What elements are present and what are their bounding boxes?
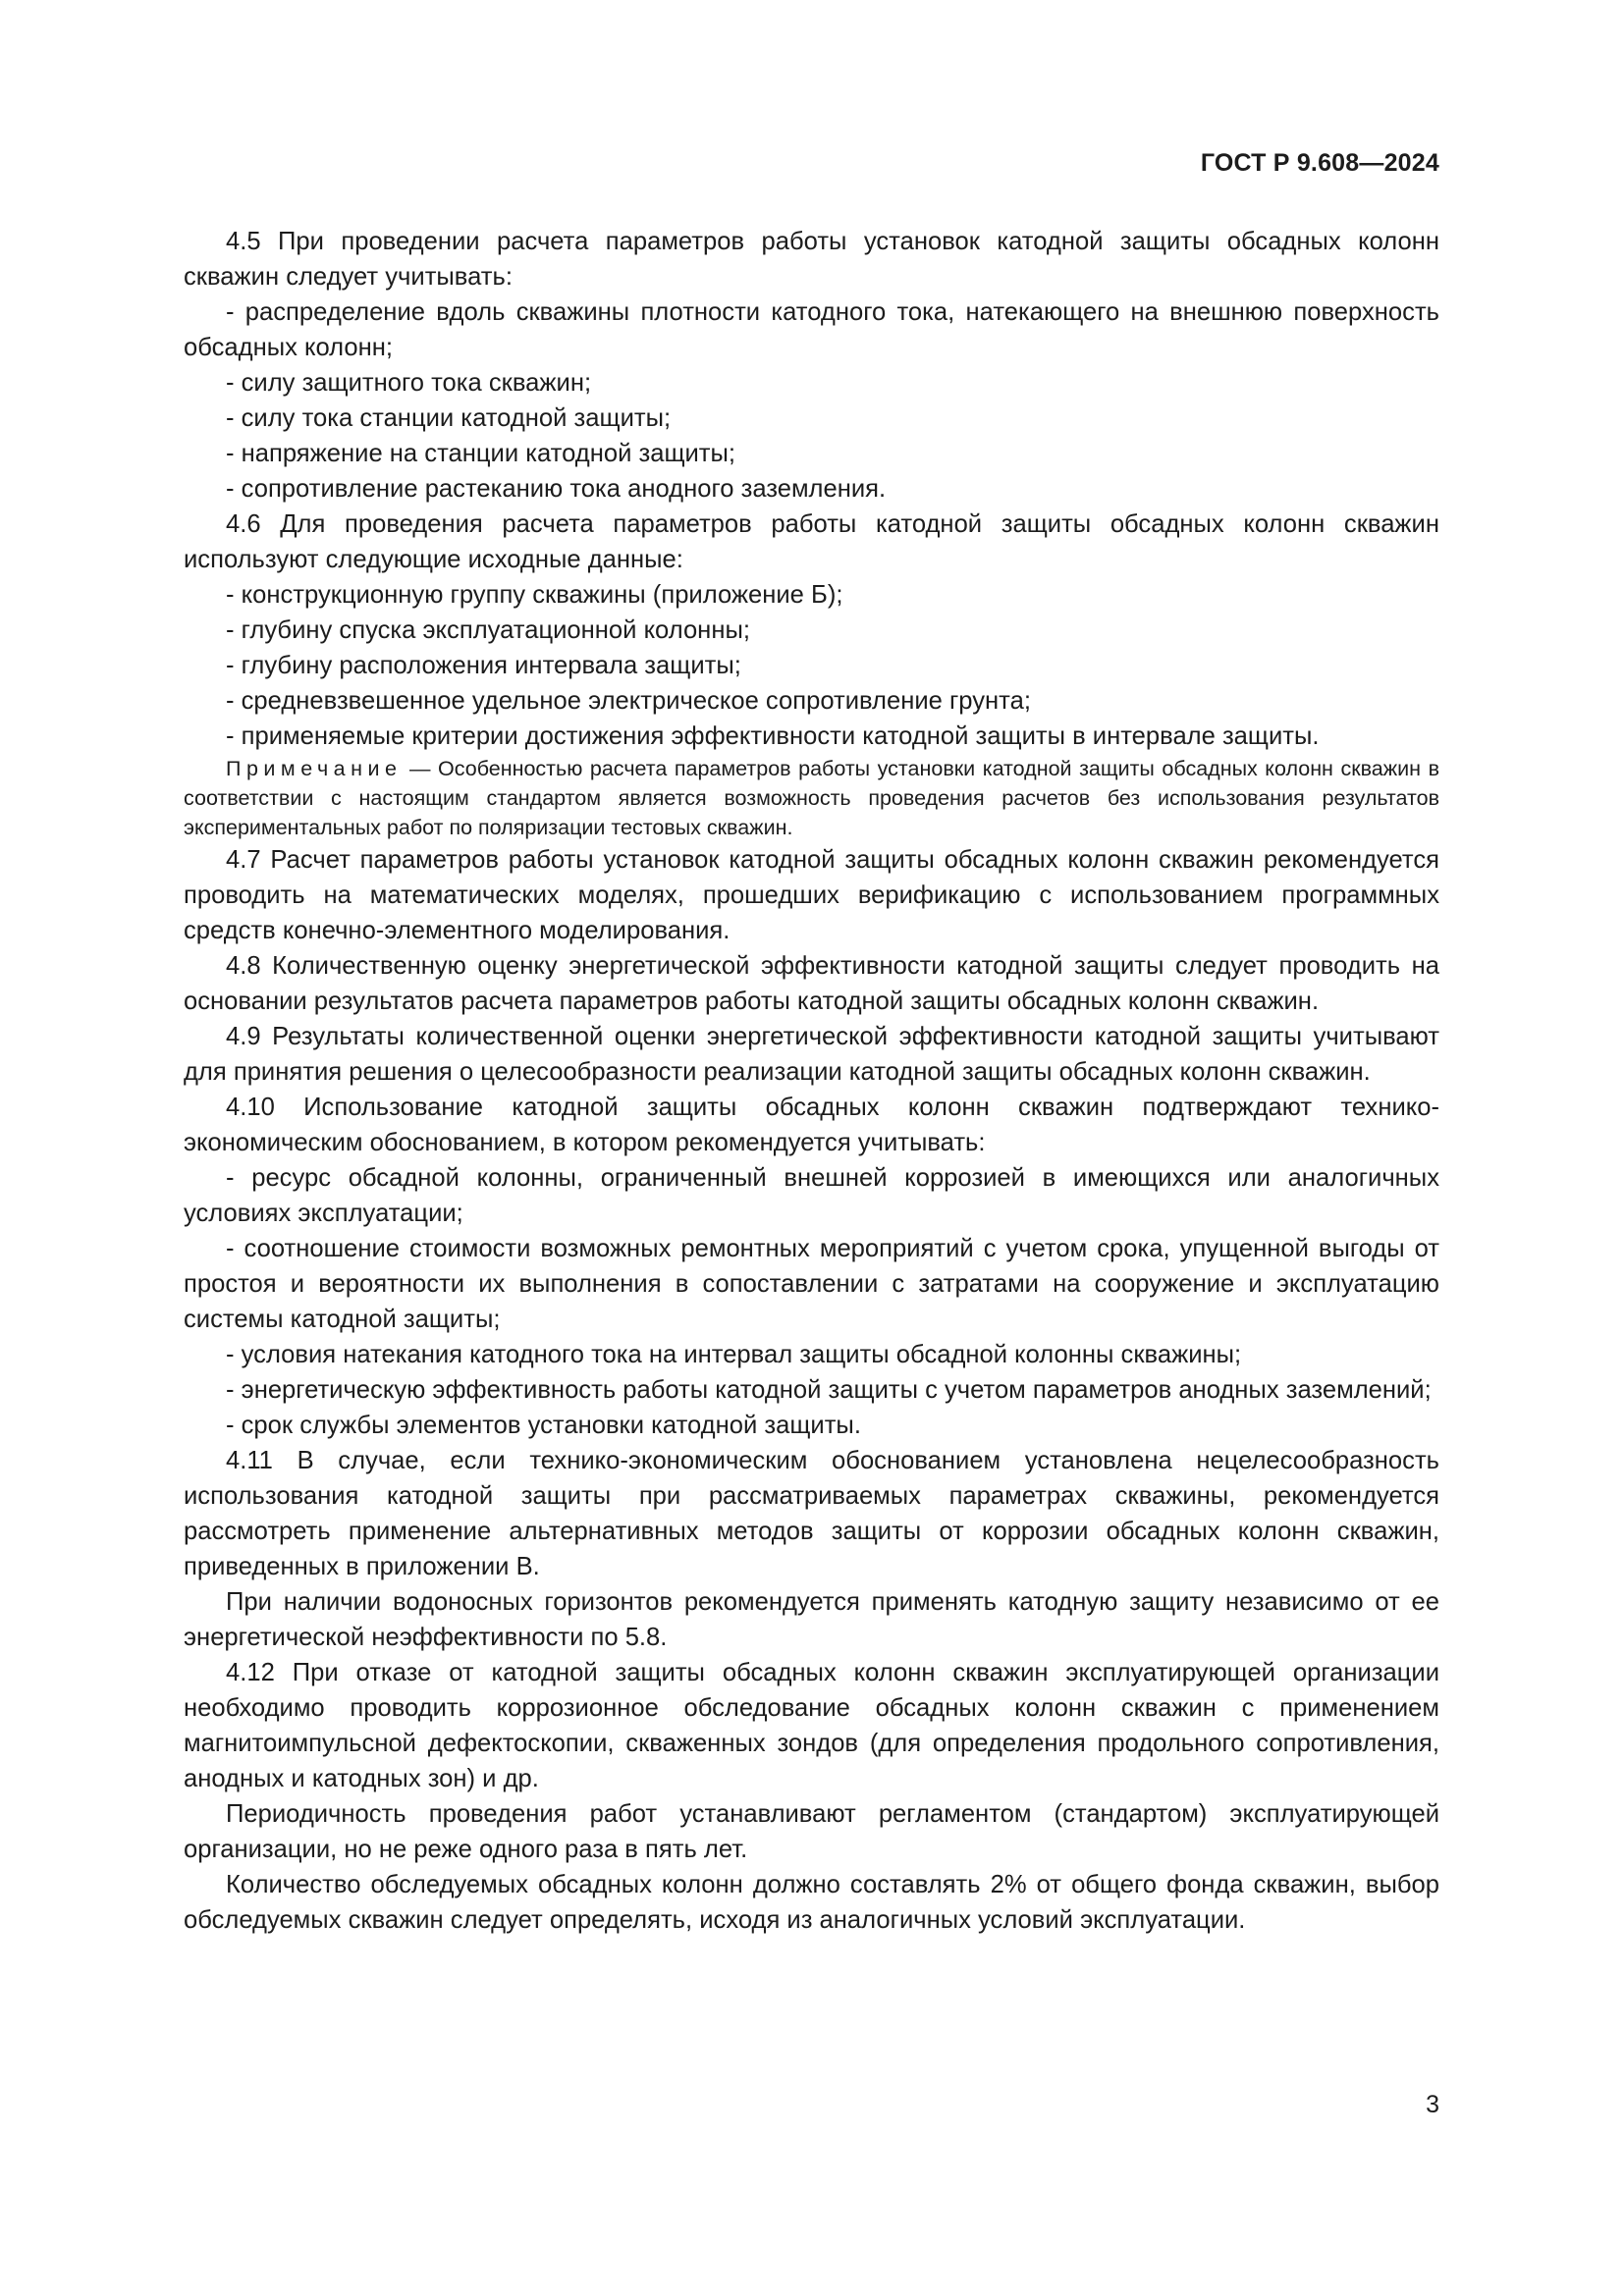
document-code: ГОСТ Р 9.608—2024 bbox=[1200, 149, 1439, 177]
list-item: - напряжение на станции катодной защиты; bbox=[226, 440, 736, 467]
page-number: 3 bbox=[1426, 2091, 1439, 2118]
list-item: - применяемые критерии достижения эффективности катодной защиты в интервале защиты. bbox=[226, 722, 1320, 750]
list-item: - соотношение стоимости возможных ремонтных мероприятий с учетом срока, упущенной выгоды от простоя и вероятности их выполнения в сопоставлении с затратами на сооружение и эксплуатацию системы катодной защиты; bbox=[184, 1235, 1439, 1333]
list-item: - средневзвешенное удельное электрическое сопротивление грунта; bbox=[226, 687, 1031, 715]
note-text: — Особенностью расчета параметров работы установки катодной защиты обсадных колонн скважин в соответствии с настоящим стандартом является возможность проведения расчетов без использования результатов экспериментальных работ по поляризации тестовых скважин. bbox=[184, 757, 1439, 839]
clause-4-11: 4.11 В случае, если технико-экономическим обоснованием установлена нецелесообразность использования катодной защиты при рассматриваемых параметрах скважины, рекомендуется рассмотреть применение альтернативных методов защиты от коррозии обсадных колонн скважин, приведенных в приложении В. bbox=[184, 1447, 1439, 1580]
clauses-4-7-4-12 bbox=[184, 842, 1439, 1938]
list-item: - глубину расположения интервала защиты; bbox=[226, 652, 741, 679]
list-item: - энергетическую эффективность работы катодной защиты с учетом параметров анодных заземлений; bbox=[226, 1376, 1432, 1404]
list-item: - сопротивление растеканию тока анодного заземления. bbox=[226, 475, 887, 503]
clause-4-8: 4.8 Количественную оценку энергетической эффективности катодной защиты следует проводить на основании результатов расчета параметров работы катодной защиты обсадных колонн скважин. bbox=[184, 952, 1439, 1015]
list-item: - глубину спуска эксплуатационной колонны; bbox=[226, 616, 750, 644]
clause-4-6: 4.6 Для проведения расчета параметров работы катодной защиты обсадных колонн скважин используют следующие исходные данные: bbox=[184, 510, 1439, 573]
note-label: Примечание bbox=[226, 757, 403, 780]
clauses-4-5-4-6 bbox=[184, 224, 1439, 754]
paragraph: Периодичность проведения работ устанавливают регламентом (стандартом) эксплуатирующей организации, но не реже одного раза в пять лет. bbox=[184, 1800, 1439, 1863]
clause-4-9: 4.9 Результаты количественной оценки энергетической эффективности катодной защиты учитывают для принятия решения о целесообразности реализации катодной защиты обсадных колонн скважин. bbox=[184, 1023, 1439, 1086]
list-item: - срок службы элементов установки катодной защиты. bbox=[226, 1412, 861, 1439]
list-item: - ресурс обсадной колонны, ограниченный внешней коррозией в имеющихся или аналогичных условиях эксплуатации; bbox=[184, 1164, 1439, 1227]
list-item: - силу тока станции катодной защиты; bbox=[226, 404, 672, 432]
note bbox=[184, 754, 1439, 842]
clause-4-12: 4.12 При отказе от катодной защиты обсадных колонн скважин эксплуатирующей организации необходимо проводить коррозионное обследование обсадных колонн скважин с применением магнитоимпульсной дефектоскопии, скваженных зондов (для определения продольного сопротивления, анодных и катодных зон) и др. bbox=[184, 1659, 1439, 1792]
clause-4-10: 4.10 Использование катодной защиты обсадных колонн скважин подтверждают технико-экономическим обоснованием, в котором рекомендуется учитывать: bbox=[184, 1094, 1439, 1156]
list-item: - распределение вдоль скважины плотности катодного тока, натекающего на внешнюю поверхность обсадных колонн; bbox=[184, 298, 1439, 361]
list-item: - условия натекания катодного тока на интервал защиты обсадной колонны скважины; bbox=[226, 1341, 1242, 1368]
list-item: - силу защитного тока скважин; bbox=[226, 369, 592, 397]
document-body bbox=[184, 224, 1439, 1938]
list-item: - конструкционную группу скважины (приложение Б); bbox=[226, 581, 843, 609]
paragraph: При наличии водоносных горизонтов рекомендуется применять катодную защиту независимо от ее энергетической неэффективности по 5.8. bbox=[184, 1588, 1439, 1651]
paragraph: Количество обследуемых обсадных колонн должно составлять 2% от общего фонда скважин, выбор обследуемых скважин следует определять, исходя из аналогичных условий эксплуатации. bbox=[184, 1871, 1439, 1934]
clause-4-5: 4.5 При проведении расчета параметров работы установок катодной защиты обсадных колонн скважин следует учитывать: bbox=[184, 228, 1439, 291]
clause-4-7: 4.7 Расчет параметров работы установок катодной защиты обсадных колонн скважин рекомендуется проводить на математических моделях, прошедших верификацию с использованием программных средств конечно-элементного моделирования. bbox=[184, 846, 1439, 944]
